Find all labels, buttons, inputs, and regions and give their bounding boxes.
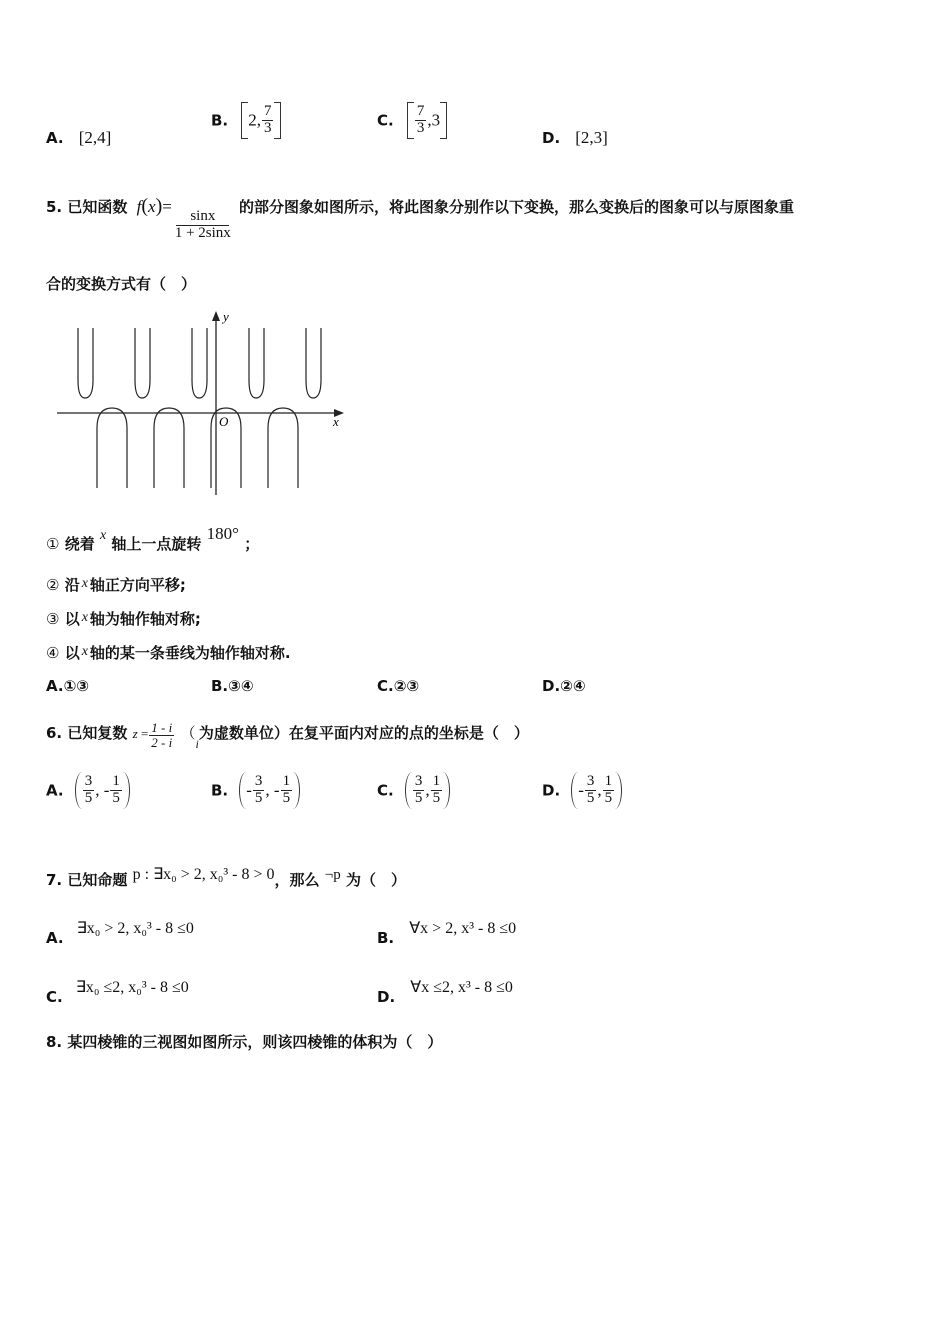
- interval-left: 2,: [248, 110, 261, 130]
- frac-den: 3: [416, 119, 425, 136]
- rotation-angle: 180°: [206, 524, 239, 543]
- q5-item-2: [46, 574, 186, 595]
- func-arg: x: [148, 197, 156, 216]
- option-label: A.: [46, 129, 64, 147]
- item-text: 以: [64, 610, 80, 628]
- sign: -: [578, 780, 584, 800]
- upper-branch: [249, 328, 264, 398]
- var-z: z: [132, 726, 138, 741]
- q6-option-b[interactable]: [211, 772, 300, 809]
- item-mark: ③: [46, 610, 60, 628]
- q4-option-b[interactable]: [211, 102, 281, 139]
- item-var: x: [99, 528, 107, 543]
- q6-option-d[interactable]: [542, 772, 622, 809]
- q7-option-c[interactable]: [46, 971, 189, 1013]
- q5-function-graph: [52, 308, 352, 498]
- sign: ,: [597, 780, 602, 800]
- item-text: 绕着: [64, 535, 95, 553]
- upper-branch: [135, 328, 150, 398]
- frac-num: 3: [414, 773, 423, 789]
- q5-option-d[interactable]: [542, 677, 586, 695]
- option-value: [2,3]: [575, 128, 608, 147]
- interval-bracket: [241, 102, 281, 139]
- option-label: D.: [542, 677, 561, 695]
- item-text: 轴正方向平移;: [89, 576, 186, 594]
- proposition-formula: p : ∃x₀ > 2, x₀³ - 8 > 0: [132, 866, 275, 883]
- frac-den: 5: [432, 789, 441, 806]
- sign: , -: [95, 780, 110, 800]
- option-label: B.: [377, 929, 395, 947]
- q7-text: ，那么: [274, 871, 320, 889]
- option-label: C.: [377, 781, 394, 800]
- option-label: D.: [377, 988, 396, 1006]
- option-label: B.: [211, 111, 229, 130]
- lower-branch: [97, 408, 127, 488]
- negation-symbol: ¬p: [324, 867, 341, 883]
- q5-option-c[interactable]: [377, 677, 419, 695]
- sign: ,: [425, 780, 430, 800]
- frac-num: 7: [416, 103, 425, 119]
- var-i: i: [195, 737, 199, 751]
- q5-stem-line2: 合的变换方式有（ ）: [46, 275, 197, 293]
- frac-num: 1: [112, 773, 120, 789]
- complex-number-formula: z = $\frac{1 - i}{2 - i}$: [132, 719, 173, 750]
- option-formula: ∃x₀ ≤2, x₀³ - 8 ≤0: [75, 979, 189, 996]
- q6-text: 为虚数单位）在复平面内对应的点的坐标是（ ）: [198, 724, 529, 742]
- frac-num: 1: [604, 773, 613, 789]
- item-mark: ①: [46, 535, 60, 553]
- q4-option-d[interactable]: [542, 128, 608, 148]
- option-value: ②④: [560, 677, 586, 695]
- x-axis-label: x: [333, 414, 339, 429]
- sign: , -: [265, 780, 280, 800]
- question-number: 6.: [46, 724, 63, 742]
- q5-item-1: [46, 514, 259, 564]
- q7-stem: [46, 855, 406, 900]
- lower-branch: [154, 408, 184, 488]
- frac-num: 7: [263, 103, 272, 119]
- option-label: B.: [211, 677, 229, 695]
- frac-num: 3: [254, 773, 263, 789]
- q6-option-a[interactable]: [46, 772, 130, 809]
- q5-intro: 已知函数: [67, 198, 128, 216]
- origin-label: O: [219, 414, 229, 429]
- item-var: x: [81, 610, 88, 625]
- frac-den: 5: [586, 789, 595, 806]
- option-formula: ∀x > 2, x³ - 8 ≤0: [409, 920, 517, 937]
- q5-stem-line1: [46, 186, 794, 242]
- y-axis-arrow: [212, 311, 220, 321]
- q7-text: 为（ ）: [345, 871, 406, 889]
- option-label: C.: [377, 111, 394, 130]
- item-text: 沿: [64, 576, 80, 594]
- q6-option-c[interactable]: [377, 772, 450, 809]
- frac-num: 1: [432, 773, 441, 789]
- item-text: 轴的某一条垂线为轴作轴对称.: [89, 644, 291, 662]
- q4-option-a[interactable]: [46, 128, 111, 148]
- option-label: A.: [46, 781, 64, 800]
- option-label: B.: [211, 781, 229, 800]
- frac-den: 1 + 2sinx: [174, 224, 231, 241]
- interval-right: ,3: [427, 110, 441, 130]
- option-label: C.: [46, 988, 63, 1006]
- option-value: ①③: [63, 677, 89, 695]
- sign: -: [246, 780, 252, 800]
- frac-num: 1: [282, 773, 291, 789]
- option-label: A.: [46, 677, 64, 695]
- frac-num: 3: [586, 773, 595, 789]
- option-formula: ∀x ≤2, x³ - 8 ≤0: [410, 979, 513, 996]
- coordinate: [571, 772, 622, 809]
- item-text: 以: [64, 644, 80, 662]
- coordinate: [75, 772, 130, 809]
- item-text: ；: [244, 535, 260, 553]
- y-axis-label: y: [223, 309, 229, 324]
- paren: （: [180, 724, 196, 742]
- option-value: [2,4]: [78, 128, 112, 147]
- q6-intro: 已知复数: [67, 724, 128, 742]
- lower-branch: [268, 408, 298, 488]
- q5-option-a[interactable]: [46, 677, 89, 695]
- option-label: D.: [542, 781, 561, 800]
- q4-option-c[interactable]: [377, 102, 447, 139]
- q5-item-4: [46, 642, 291, 663]
- coordinate: [405, 772, 450, 809]
- q5-text: 的部分图象如图所示，将此图象分别作以下变换，那么变换后的图象可以与原图象重: [239, 198, 795, 216]
- option-label: A.: [46, 929, 64, 947]
- frac-den: 5: [254, 789, 263, 806]
- option-value: ③④: [228, 677, 254, 695]
- question-number: 8.: [46, 1033, 63, 1051]
- function-formula: f(x)= $\frac{\sin x}{1 + 2\sin x}$: [136, 195, 231, 241]
- item-text: 轴上一点旋转: [111, 535, 202, 553]
- question-8: [46, 1031, 442, 1052]
- item-var: x: [81, 644, 88, 659]
- interval-bracket: [407, 102, 447, 139]
- frac-num: sinx: [176, 209, 229, 226]
- question-number: 7.: [46, 871, 63, 889]
- option-formula: ∃x₀ > 2, x₀³ - 8 ≤0: [76, 920, 194, 937]
- q7-intro: 已知命题: [67, 871, 128, 889]
- frac-den: 5: [84, 789, 93, 806]
- frac-den: 3: [263, 119, 272, 136]
- frac-den: 5: [112, 789, 120, 806]
- q7-option-b[interactable]: [377, 912, 516, 954]
- q5-option-b[interactable]: [211, 677, 254, 695]
- option-value: ②③: [393, 677, 420, 695]
- upper-branch: [192, 328, 207, 398]
- option-label: D.: [542, 129, 561, 147]
- item-var: x: [81, 576, 88, 591]
- q6-stem: [46, 710, 529, 767]
- option-label: C.: [377, 677, 394, 695]
- upper-branch: [306, 328, 321, 398]
- question-number: 5.: [46, 198, 63, 216]
- q7-option-a[interactable]: [46, 912, 194, 954]
- frac-den: 5: [604, 789, 613, 806]
- func-name: f: [136, 197, 142, 216]
- frac-den: 2 - i: [151, 734, 173, 750]
- upper-branch: [78, 328, 93, 398]
- frac-den: 5: [414, 789, 423, 806]
- coordinate: [239, 772, 300, 809]
- q8-text: 某四棱锥的三视图如图所示，则该四棱锥的体积为（ ）: [67, 1033, 443, 1051]
- item-mark: ④: [46, 644, 60, 662]
- frac-den: 5: [282, 789, 291, 806]
- item-text: 轴为轴作轴对称;: [89, 610, 201, 628]
- q5-item-3: [46, 608, 201, 629]
- item-mark: ②: [46, 576, 60, 594]
- frac-num: 1 - i: [151, 719, 173, 735]
- frac-num: 3: [84, 773, 93, 789]
- q7-option-d[interactable]: [377, 971, 513, 1013]
